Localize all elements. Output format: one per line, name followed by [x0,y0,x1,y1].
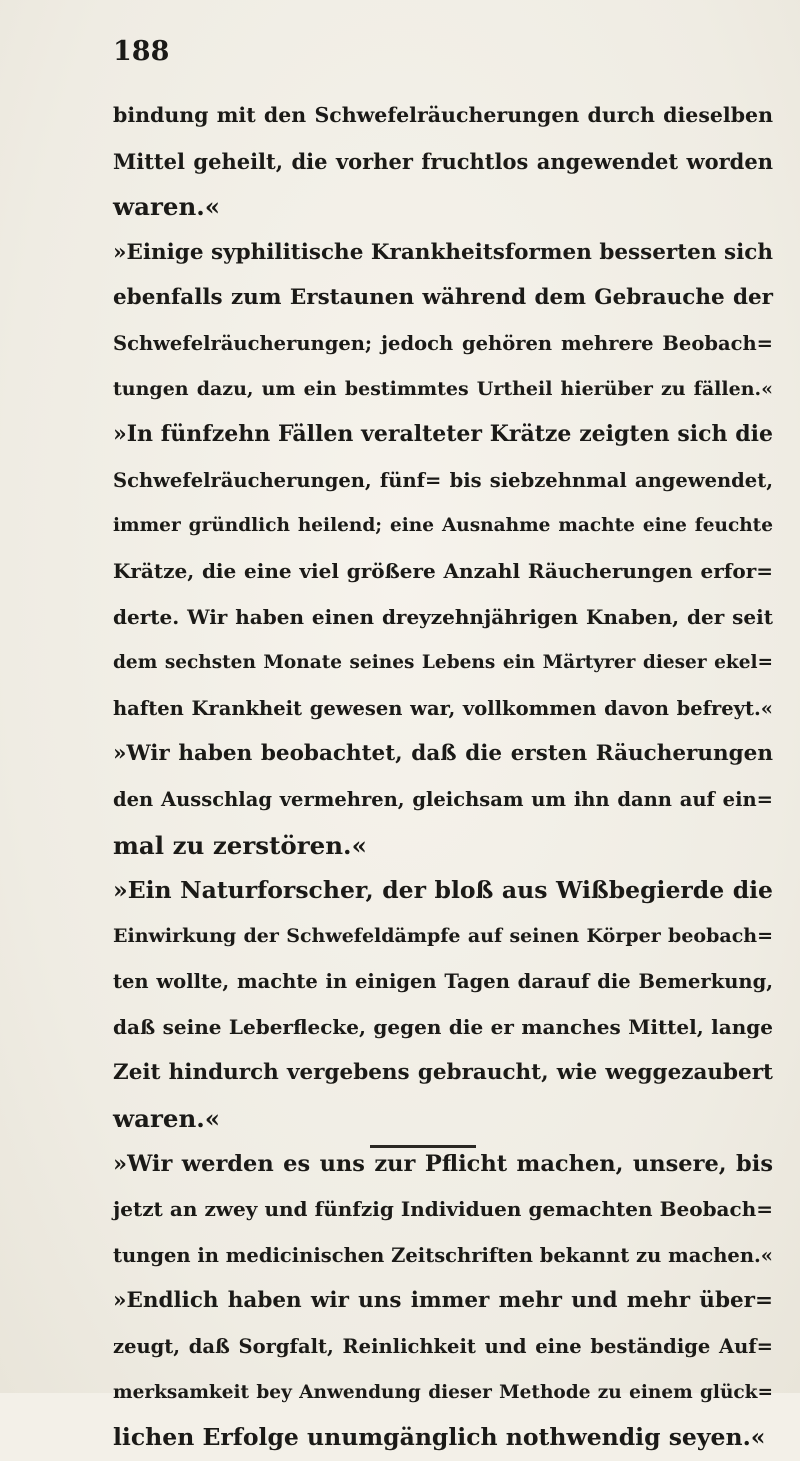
text-line: Einwirkung der Schwefeldämpfe auf seinen Körper beobach= [113,924,773,947]
body-text [113,93,773,1461]
text-line: den Ausschlag vermehren, gleichsam um ihn dann auf ein= [113,787,773,811]
text-line: »In fünfzehn Fällen veralteter Krätze zeigten sich die [113,421,773,448]
text-line: waren.« [113,1104,221,1134]
text-line: tungen dazu, um ein bestimmtes Urtheil hierüber zu fällen.« [113,377,773,400]
section-divider [370,1145,476,1148]
text-line: haften Krankheit gewesen war, vollkommen davon befreyt.« [113,696,773,720]
text-line: dem sechsten Monate seines Lebens ein Märtyrer dieser ekel= [113,652,773,674]
text-line: immer gründlich heilend; eine Ausnahme machte eine feuchte [113,515,773,537]
text-line: ten wollte, machte in einigen Tagen darauf die Bemerkung, [113,970,773,994]
text-line: merksamkeit bey Anwendung dieser Methode zu einem glück= [113,1381,773,1403]
text-line: Zeit hindurch vergebens gebraucht, wie weggezaubert [113,1060,773,1086]
text-line: Krätze, die eine viel größere Anzahl Räucherungen erfor= [113,558,773,583]
text-line: jetzt an zwey und fünfzig Individuen gemachten Beobach= [113,1197,773,1222]
text-line: Schwefelräucherungen, fünf= bis siebzehnmal angewendet, [113,468,773,492]
page-number: 188 [113,36,170,67]
text-line: tungen in medicinischen Zeitschriften bekannt zu machen.« [113,1243,773,1267]
text-line: Schwefelräucherungen; jedoch gehören mehrere Beobach= [113,331,773,355]
text-line: »Ein Naturforscher, der bloß aus Wißbegierde die [113,876,773,905]
text-line: ebenfalls zum Erstaunen während dem Gebrauche der [113,285,773,311]
text-line: »Wir haben beobachtet, daß die ersten Räucherungen [113,741,773,767]
text-line: zeugt, daß Sorgfalt, Reinlichkeit und eine beständige Auf= [113,1335,773,1359]
text-line: daß seine Leberflecke, gegen die er manches Mittel, lange [113,1014,773,1039]
text-line: derte. Wir haben einen dreyzehnjährigen Knaben, der seit [113,604,773,629]
text-line: »Endlich haben wir uns immer mehr und mehr über= [113,1288,773,1314]
text-line: »Einige syphilitische Krankheitsformen besserten sich [113,239,773,265]
text-line: mal zu zerstören.« [113,830,367,860]
text-line: »Wir werden es uns zur Pflicht machen, unsere, bis [113,1150,773,1177]
text-line: waren.« [113,192,221,222]
text-line: bindung mit den Schwefelräucherungen durch dieselben [113,103,773,127]
text-line: Mittel geheilt, die vorher fruchtlos angewendet worden [113,148,773,174]
text-line: lichen Erfolge unumgänglich nothwendig seyen.« [113,1423,766,1452]
